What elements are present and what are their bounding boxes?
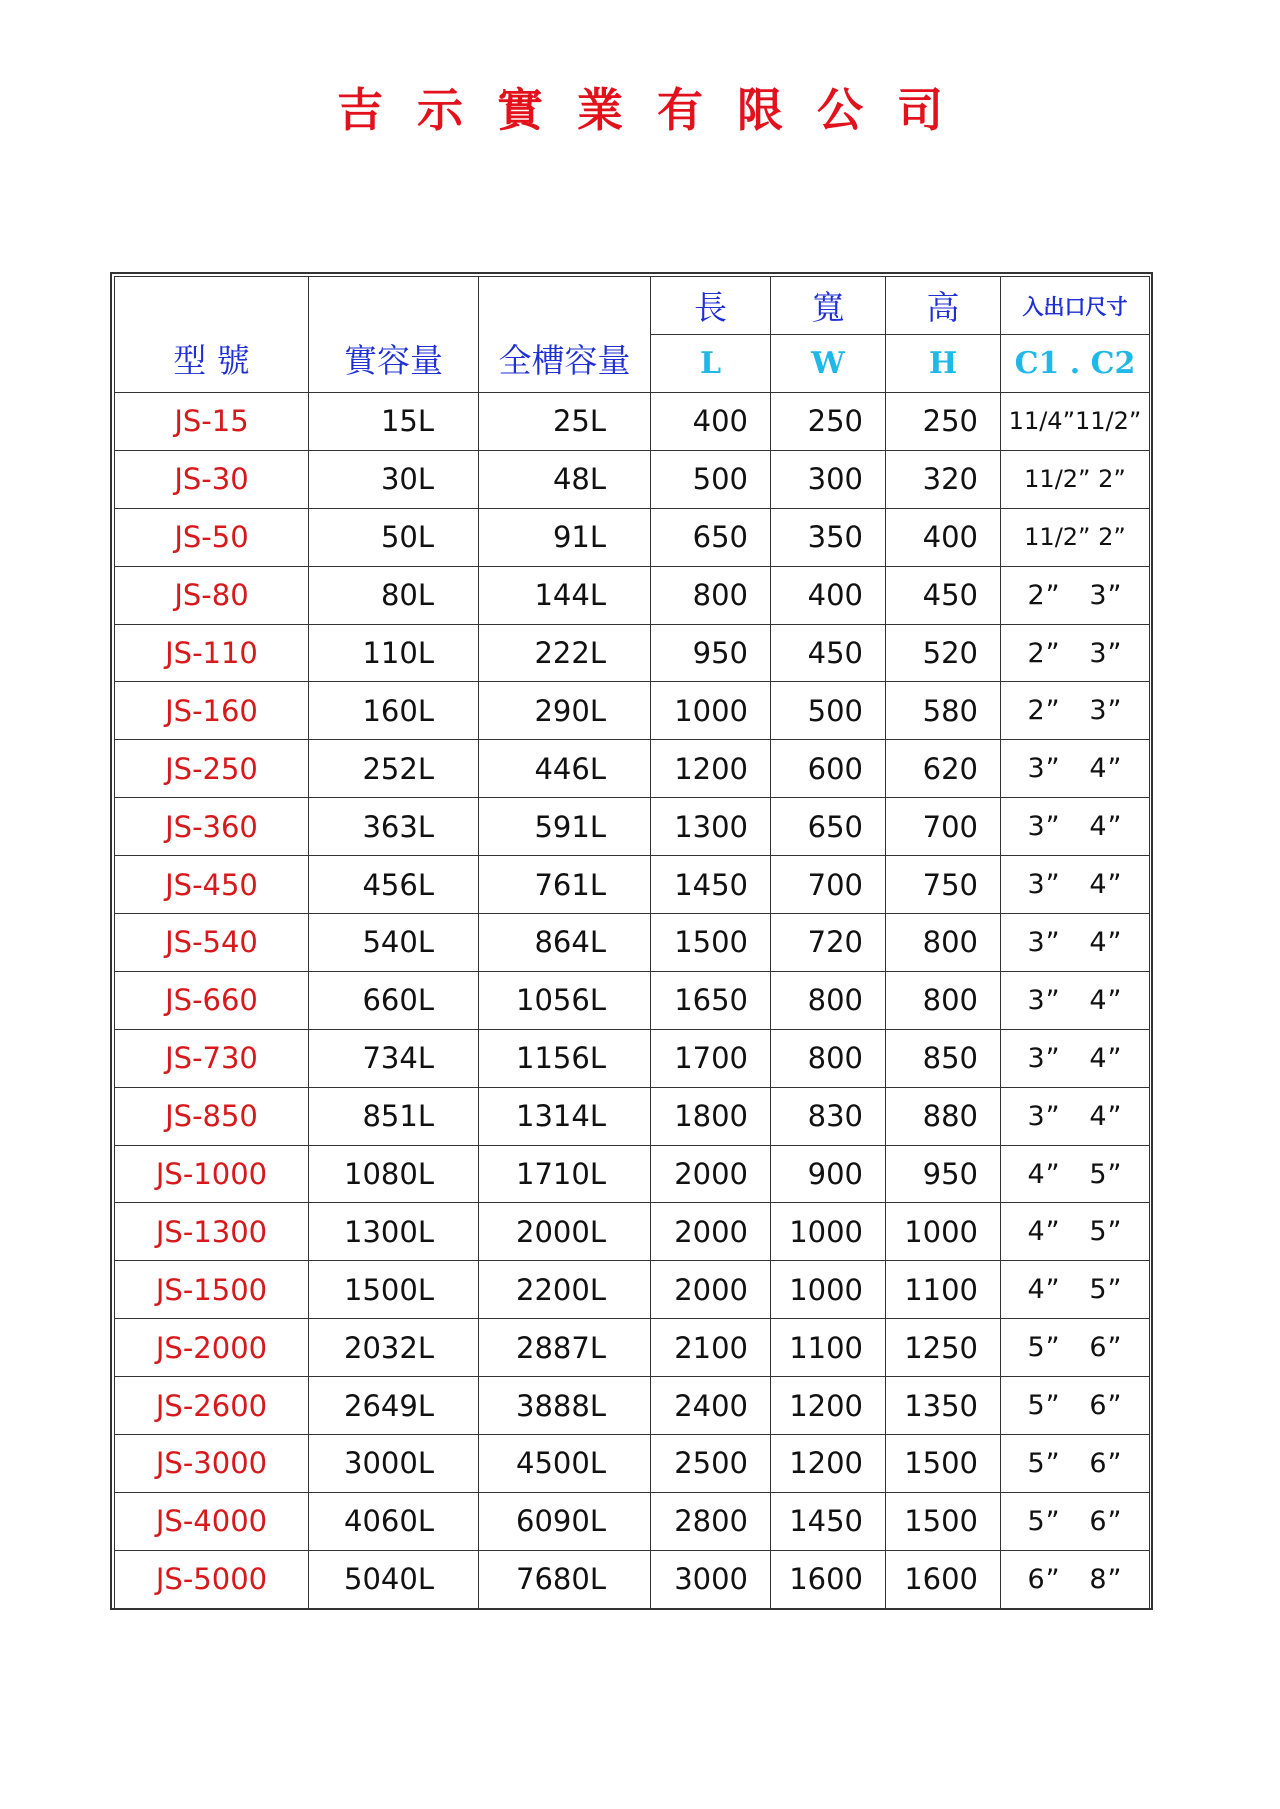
header-capacity: 實容量 — [309, 277, 479, 393]
full-capacity-cell: 2200L — [479, 1261, 651, 1319]
port-size-cell: 3” 4” — [1001, 740, 1150, 798]
height-cell: 1000 — [886, 1203, 1001, 1261]
full-capacity-cell: 761L — [479, 856, 651, 914]
capacity-cell: 363L — [309, 798, 479, 856]
width-cell: 650 — [771, 798, 886, 856]
length-cell: 500 — [651, 450, 771, 508]
length-cell: 1200 — [651, 740, 771, 798]
model-cell: JS-50 — [115, 508, 309, 566]
full-capacity-cell: 1314L — [479, 1087, 651, 1145]
length-cell: 650 — [651, 508, 771, 566]
table-row — [115, 798, 1150, 856]
header-length: 長 — [651, 277, 771, 335]
capacity-cell: 540L — [309, 914, 479, 972]
port-size-cell: 5” 6” — [1001, 1319, 1150, 1377]
table-row — [115, 1377, 1150, 1435]
table-row — [115, 1145, 1150, 1203]
table-row — [115, 1319, 1150, 1377]
length-cell: 400 — [651, 393, 771, 451]
port-size-cell: 3” 4” — [1001, 914, 1150, 972]
capacity-cell: 15L — [309, 393, 479, 451]
header-model: 型 號 — [115, 277, 309, 393]
length-cell: 2800 — [651, 1492, 771, 1550]
model-cell: JS-660 — [115, 971, 309, 1029]
width-cell: 900 — [771, 1145, 886, 1203]
header-port-code: C1 . C2 — [1001, 335, 1150, 393]
full-capacity-cell: 3888L — [479, 1377, 651, 1435]
full-capacity-cell: 25L — [479, 393, 651, 451]
height-cell: 850 — [886, 1029, 1001, 1087]
width-cell: 1200 — [771, 1435, 886, 1493]
length-cell: 2000 — [651, 1203, 771, 1261]
full-capacity-cell: 864L — [479, 914, 651, 972]
port-size-cell: 11/4”11/2” — [1001, 393, 1150, 451]
company-title: 吉示實業有限公司 — [337, 83, 977, 137]
height-cell: 620 — [886, 740, 1001, 798]
length-cell: 1450 — [651, 856, 771, 914]
length-cell: 950 — [651, 624, 771, 682]
height-cell: 1350 — [886, 1377, 1001, 1435]
length-cell: 1500 — [651, 914, 771, 972]
header-width: 寬 — [771, 277, 886, 335]
capacity-cell: 80L — [309, 566, 479, 624]
capacity-cell: 2032L — [309, 1319, 479, 1377]
capacity-cell: 3000L — [309, 1435, 479, 1493]
table-row — [115, 1203, 1150, 1261]
full-capacity-cell: 7680L — [479, 1550, 651, 1608]
full-capacity-cell: 290L — [479, 682, 651, 740]
capacity-cell: 660L — [309, 971, 479, 1029]
capacity-cell: 1080L — [309, 1145, 479, 1203]
height-cell: 580 — [886, 682, 1001, 740]
length-cell: 2000 — [651, 1261, 771, 1319]
model-cell: JS-540 — [115, 914, 309, 972]
port-size-cell: 11/2” 2” — [1001, 450, 1150, 508]
port-size-cell: 4” 5” — [1001, 1145, 1150, 1203]
port-size-cell: 4” 5” — [1001, 1203, 1150, 1261]
header-full-capacity: 全槽容量 — [479, 277, 651, 393]
width-cell: 1600 — [771, 1550, 886, 1608]
width-cell: 250 — [771, 393, 886, 451]
port-size-cell: 2” 3” — [1001, 682, 1150, 740]
port-size-cell: 11/2” 2” — [1001, 508, 1150, 566]
table-row — [115, 682, 1150, 740]
length-cell: 3000 — [651, 1550, 771, 1608]
table-row — [115, 856, 1150, 914]
height-cell: 700 — [886, 798, 1001, 856]
table-row — [115, 393, 1150, 451]
port-size-cell: 3” 4” — [1001, 798, 1150, 856]
width-cell: 1000 — [771, 1261, 886, 1319]
port-size-cell: 3” 4” — [1001, 1087, 1150, 1145]
table-row — [115, 1435, 1150, 1493]
model-cell: JS-4000 — [115, 1492, 309, 1550]
port-size-cell: 5” 6” — [1001, 1492, 1150, 1550]
table-row — [115, 740, 1150, 798]
length-cell: 800 — [651, 566, 771, 624]
table-row — [115, 1087, 1150, 1145]
table-row — [115, 914, 1150, 972]
model-cell: JS-160 — [115, 682, 309, 740]
port-size-cell: 3” 4” — [1001, 1029, 1150, 1087]
model-cell: JS-450 — [115, 856, 309, 914]
height-cell: 520 — [886, 624, 1001, 682]
height-cell: 880 — [886, 1087, 1001, 1145]
width-cell: 720 — [771, 914, 886, 972]
capacity-cell: 252L — [309, 740, 479, 798]
capacity-cell: 1300L — [309, 1203, 479, 1261]
model-cell: JS-1000 — [115, 1145, 309, 1203]
capacity-cell: 5040L — [309, 1550, 479, 1608]
model-cell: JS-1500 — [115, 1261, 309, 1319]
full-capacity-cell: 4500L — [479, 1435, 651, 1493]
full-capacity-cell: 591L — [479, 798, 651, 856]
header-width-code: W — [771, 335, 886, 393]
table-row — [115, 971, 1150, 1029]
model-cell: JS-2600 — [115, 1377, 309, 1435]
full-capacity-cell: 446L — [479, 740, 651, 798]
table-row — [115, 624, 1150, 682]
model-cell: JS-730 — [115, 1029, 309, 1087]
length-cell: 1800 — [651, 1087, 771, 1145]
width-cell: 1000 — [771, 1203, 886, 1261]
port-size-cell: 5” 6” — [1001, 1377, 1150, 1435]
height-cell: 320 — [886, 450, 1001, 508]
model-cell: JS-15 — [115, 393, 309, 451]
model-cell: JS-5000 — [115, 1550, 309, 1608]
capacity-cell: 30L — [309, 450, 479, 508]
header-row-top — [115, 277, 1150, 335]
width-cell: 800 — [771, 1029, 886, 1087]
spec-table-frame — [110, 272, 1153, 1610]
port-size-cell: 6” 8” — [1001, 1550, 1150, 1608]
height-cell: 800 — [886, 914, 1001, 972]
capacity-cell: 50L — [309, 508, 479, 566]
model-cell: JS-3000 — [115, 1435, 309, 1493]
width-cell: 400 — [771, 566, 886, 624]
port-size-cell: 2” 3” — [1001, 624, 1150, 682]
height-cell: 950 — [886, 1145, 1001, 1203]
width-cell: 300 — [771, 450, 886, 508]
length-cell: 1000 — [651, 682, 771, 740]
width-cell: 350 — [771, 508, 886, 566]
table-row — [115, 1029, 1150, 1087]
height-cell: 1600 — [886, 1550, 1001, 1608]
full-capacity-cell: 1710L — [479, 1145, 651, 1203]
full-capacity-cell: 1056L — [479, 971, 651, 1029]
height-cell: 800 — [886, 971, 1001, 1029]
model-cell: JS-1300 — [115, 1203, 309, 1261]
table-row — [115, 1550, 1150, 1608]
length-cell: 2100 — [651, 1319, 771, 1377]
length-cell: 2500 — [651, 1435, 771, 1493]
model-cell: JS-360 — [115, 798, 309, 856]
width-cell: 700 — [771, 856, 886, 914]
port-size-cell: 2” 3” — [1001, 566, 1150, 624]
capacity-cell: 4060L — [309, 1492, 479, 1550]
spec-table-body — [115, 393, 1150, 1609]
capacity-cell: 851L — [309, 1087, 479, 1145]
height-cell: 450 — [886, 566, 1001, 624]
header-height-code: H — [886, 335, 1001, 393]
table-row — [115, 1492, 1150, 1550]
length-cell: 2400 — [651, 1377, 771, 1435]
model-cell: JS-250 — [115, 740, 309, 798]
table-row — [115, 566, 1150, 624]
width-cell: 1100 — [771, 1319, 886, 1377]
model-cell: JS-2000 — [115, 1319, 309, 1377]
full-capacity-cell: 1156L — [479, 1029, 651, 1087]
table-row — [115, 1261, 1150, 1319]
full-capacity-cell: 91L — [479, 508, 651, 566]
full-capacity-cell: 48L — [479, 450, 651, 508]
full-capacity-cell: 144L — [479, 566, 651, 624]
width-cell: 1200 — [771, 1377, 886, 1435]
port-size-cell: 4” 5” — [1001, 1261, 1150, 1319]
port-size-cell: 3” 4” — [1001, 856, 1150, 914]
port-size-cell: 5” 6” — [1001, 1435, 1150, 1493]
table-row — [115, 450, 1150, 508]
table-row — [115, 508, 1150, 566]
length-cell: 2000 — [651, 1145, 771, 1203]
height-cell: 750 — [886, 856, 1001, 914]
capacity-cell: 2649L — [309, 1377, 479, 1435]
header-length-code: L — [651, 335, 771, 393]
model-cell: JS-850 — [115, 1087, 309, 1145]
length-cell: 1300 — [651, 798, 771, 856]
spec-table — [114, 276, 1150, 1609]
full-capacity-cell: 222L — [479, 624, 651, 682]
capacity-cell: 456L — [309, 856, 479, 914]
model-cell: JS-80 — [115, 566, 309, 624]
height-cell: 250 — [886, 393, 1001, 451]
header-height: 高 — [886, 277, 1001, 335]
model-cell: JS-30 — [115, 450, 309, 508]
height-cell: 1500 — [886, 1492, 1001, 1550]
width-cell: 800 — [771, 971, 886, 1029]
height-cell: 400 — [886, 508, 1001, 566]
width-cell: 500 — [771, 682, 886, 740]
capacity-cell: 1500L — [309, 1261, 479, 1319]
capacity-cell: 734L — [309, 1029, 479, 1087]
width-cell: 600 — [771, 740, 886, 798]
length-cell: 1700 — [651, 1029, 771, 1087]
header-port: 入出口尺寸 — [1001, 277, 1150, 335]
capacity-cell: 110L — [309, 624, 479, 682]
height-cell: 1500 — [886, 1435, 1001, 1493]
port-size-cell: 3” 4” — [1001, 971, 1150, 1029]
model-cell: JS-110 — [115, 624, 309, 682]
full-capacity-cell: 2000L — [479, 1203, 651, 1261]
width-cell: 830 — [771, 1087, 886, 1145]
length-cell: 1650 — [651, 971, 771, 1029]
height-cell: 1250 — [886, 1319, 1001, 1377]
width-cell: 450 — [771, 624, 886, 682]
capacity-cell: 160L — [309, 682, 479, 740]
height-cell: 1100 — [886, 1261, 1001, 1319]
width-cell: 1450 — [771, 1492, 886, 1550]
full-capacity-cell: 6090L — [479, 1492, 651, 1550]
full-capacity-cell: 2887L — [479, 1319, 651, 1377]
